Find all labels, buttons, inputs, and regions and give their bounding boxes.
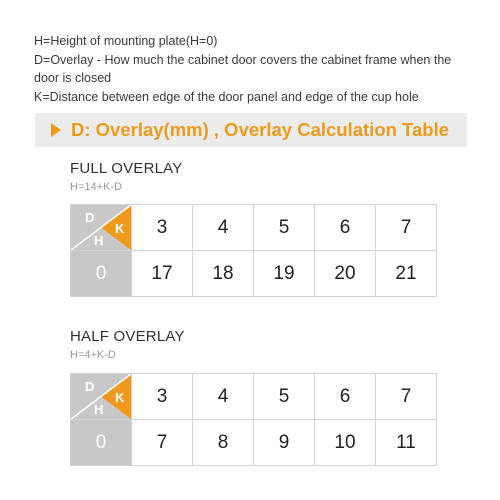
d-row (71, 251, 437, 297)
k-value-cell: 7 (376, 205, 437, 251)
legend-k: K=Distance between edge of the door panel and edge of the cup hole (34, 89, 419, 104)
h-value-cell: 0 (71, 420, 132, 466)
d-value-cell: 9 (254, 420, 315, 466)
full-overlay-title: FULL OVERLAY (70, 160, 183, 177)
k-value-cell: 4 (193, 374, 254, 420)
d-value-cell: 19 (254, 251, 315, 297)
table-corner-header (71, 205, 132, 251)
legend-d: D=Overlay - How much the cabinet door covers the cabinet frame when the door is closed (34, 52, 452, 85)
triangle-arrow-icon (51, 123, 61, 137)
d-value-cell: 20 (315, 251, 376, 297)
corner-label-d: D (85, 379, 95, 394)
k-value-cell: 5 (254, 205, 315, 251)
corner-label-h: H (94, 402, 104, 417)
table-corner-header (71, 374, 132, 420)
half-overlay-formula: H=4+K-D (70, 349, 116, 361)
corner-label-d: D (85, 210, 95, 225)
corner-label-h: H (94, 233, 104, 248)
d-value-cell: 18 (193, 251, 254, 297)
k-value-cell: 7 (376, 374, 437, 420)
k-row (71, 374, 437, 420)
legend-h: H=Height of mounting plate(H=0) (34, 34, 218, 48)
half-overlay-title: HALF OVERLAY (70, 328, 185, 345)
full-overlay-formula: H=14+K-D (70, 181, 122, 193)
d-value-cell: 17 (132, 251, 193, 297)
legend (34, 32, 474, 106)
d-value-cell: 21 (376, 251, 437, 297)
k-row (71, 205, 437, 251)
d-row (71, 420, 437, 466)
corner-diagonal-graphic (71, 374, 131, 419)
full-overlay-table (70, 204, 437, 297)
section-banner (35, 113, 467, 147)
corner-label-k: K (115, 390, 125, 405)
k-value-cell: 6 (315, 374, 376, 420)
corner-label-k: K (115, 221, 125, 236)
k-value-cell: 3 (132, 205, 193, 251)
k-value-cell: 3 (132, 374, 193, 420)
k-value-cell: 5 (254, 374, 315, 420)
d-value-cell: 11 (376, 420, 437, 466)
k-value-cell: 6 (315, 205, 376, 251)
d-value-cell: 7 (132, 420, 193, 466)
d-value-cell: 8 (193, 420, 254, 466)
corner-diagonal-graphic (71, 205, 131, 250)
banner-title: D: Overlay(mm) , Overlay Calculation Table (71, 119, 450, 140)
d-value-cell: 10 (315, 420, 376, 466)
half-overlay-table (70, 373, 437, 466)
h-value-cell: 0 (71, 251, 132, 297)
k-value-cell: 4 (193, 205, 254, 251)
